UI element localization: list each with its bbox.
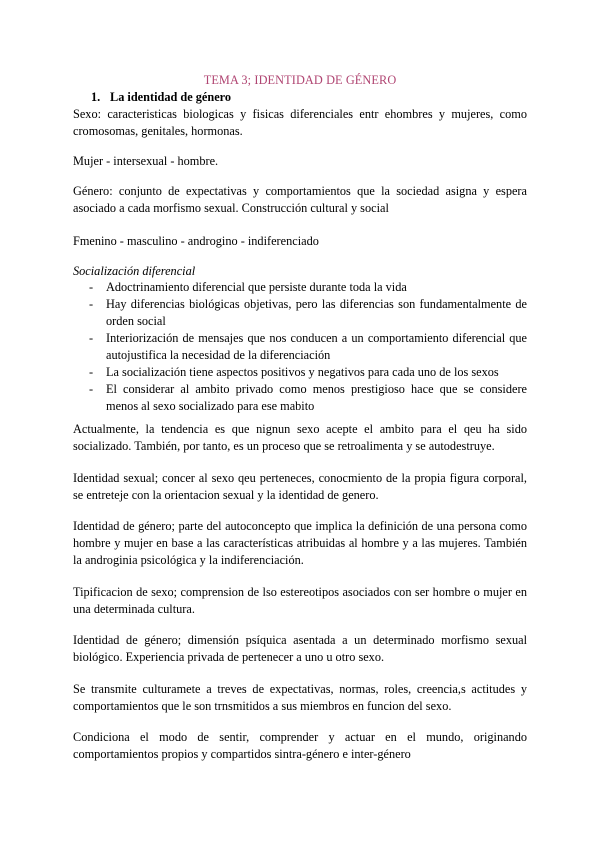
- paragraph-genero: Género: conjunto de expectativas y comportamientos que la sociedad asigna y espera asociado a cada morfismo sexual. Construcción cultural y social: [73, 184, 527, 215]
- paragraph-identidad-genero-1: Identidad de género; parte del autoconcepto que implica la definición de una persona como hombre y mujer en base a las características atribuidas al hombre y a las mujeres. También la androginia psicológica y la indiferenciación.: [73, 519, 527, 567]
- paragraph-actualmente: Actualmente, la tendencia es que nignun sexo acepte el ambito para el qeu ha sido socializado. También, por tanto, es un proceso que se retroalimenta y se autodestruye.: [73, 422, 527, 453]
- list-item-text: El considerar al ambito privado como menos prestigioso hace que se considere menos al sexo socializado para ese mabito: [106, 382, 527, 413]
- bullet-list: [73, 279, 527, 415]
- paragraph-transmite: Se transmite culturamete a treves de expectativas, normas, roles, creencia,s actitudes y comportamientos que le son trnsmitidos a sus miembros en funcion del sexo.: [73, 682, 527, 713]
- paragraph-condiciona: Condiciona el modo de sentir, comprender y actuar en el mundo, originando comportamientos propios y compartidos sintra-género e inter-género: [73, 730, 527, 761]
- bullet-marker: -: [89, 297, 94, 311]
- list-item: [73, 364, 527, 381]
- paragraph-tipificacion: Tipificacion de sexo; comprension de lso estereotipos asociados con ser hombre o mujer en una determinada cultura.: [73, 585, 527, 616]
- section-heading-text: La identidad de género: [110, 90, 232, 104]
- bullet-marker: -: [89, 331, 94, 345]
- list-item: [73, 381, 527, 415]
- paragraph-mujer: Mujer - intersexual - hombre.: [73, 154, 219, 168]
- section-number: 1.: [91, 90, 101, 104]
- list-item: [73, 330, 527, 364]
- list-item-text: Adoctrinamiento diferencial que persiste durante toda la vida: [106, 280, 407, 294]
- list-item-text: Hay diferencias biológicas objetivas, pero las diferencias son fundamentalmente de orden social: [106, 297, 527, 328]
- paragraph-socializacion-title: Socialización diferencial: [73, 264, 196, 278]
- paragraph-fmenino: Fmenino - masculino - androgino - indiferenciado: [73, 234, 319, 248]
- list-item: [73, 296, 527, 330]
- bullet-marker: -: [89, 382, 94, 396]
- list-item-text: La socialización tiene aspectos positivos y negativos para cada uno de los sexos: [106, 365, 499, 379]
- paragraph-sexo: Sexo: caracteristicas biologicas y fisicas diferenciales entr ehombres y mujeres, como cromosomas, genitales, hormonas.: [73, 107, 527, 138]
- list-item: [73, 279, 527, 296]
- bullet-marker: -: [89, 365, 94, 379]
- list-item-text: Interiorización de mensajes que nos conducen a un comportamiento diferencial que autojustifica la necesidad de la diferenciación: [106, 331, 527, 362]
- bullet-marker: -: [89, 280, 94, 294]
- paragraph-identidad-genero-2: Identidad de género; dimensión psíquica asentada a un determinado morfismo sexual biológico. Experiencia privada de pertenecer a uno u otro sexo.: [73, 633, 527, 664]
- paragraph-identidad-sexual: Identidad sexual; concer al sexo qeu perteneces, conocmiento de la propia figura corporal, se entreteje con la orientacion sexual y la identidad de genero.: [73, 471, 527, 502]
- document-title: TEMA 3; IDENTIDAD DE GÉNERO: [203, 73, 397, 87]
